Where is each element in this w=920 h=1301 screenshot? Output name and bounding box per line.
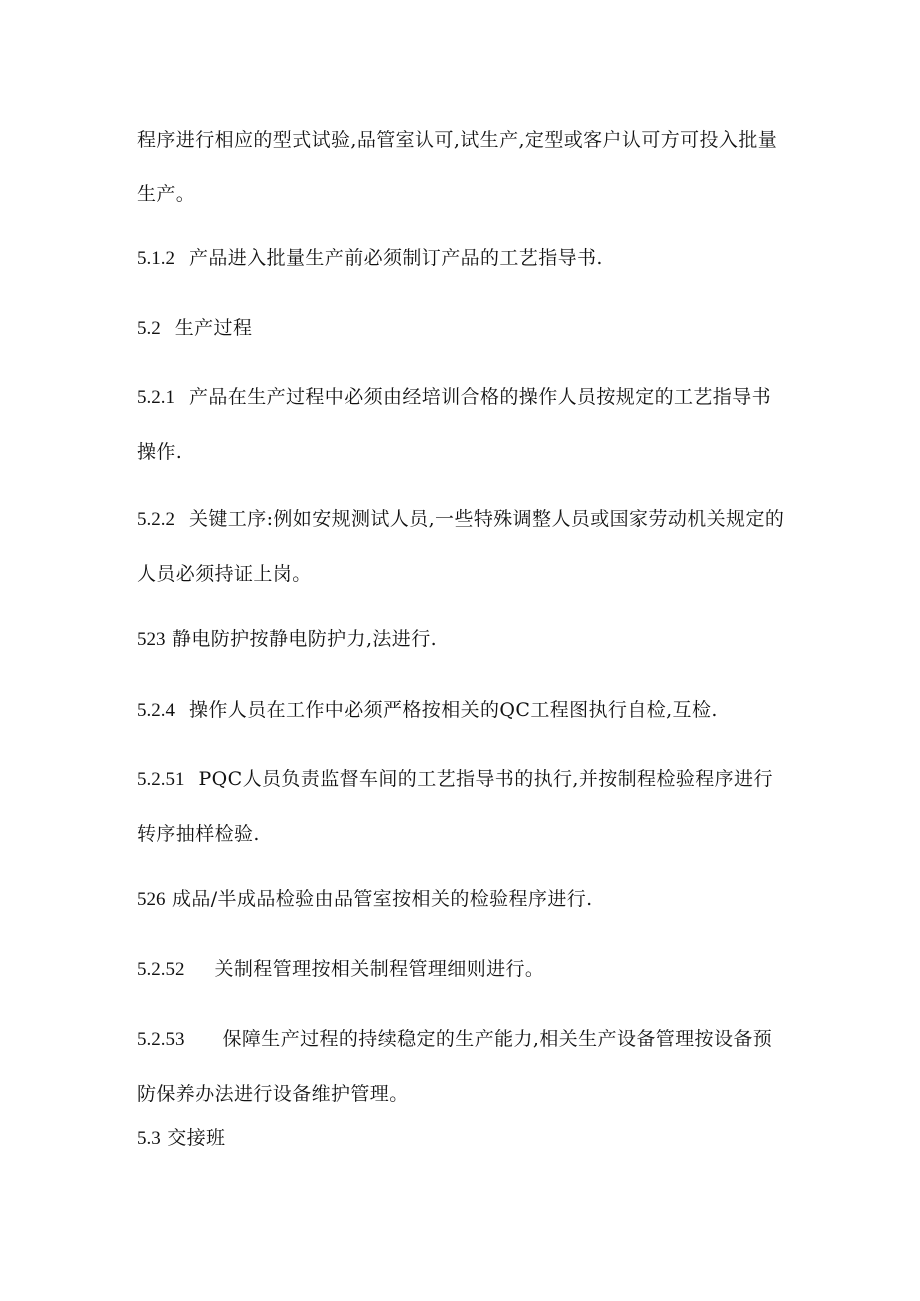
heading-5-2 xyxy=(137,301,787,356)
paragraph-5-1-2 xyxy=(137,231,787,286)
paragraph-text: 保障生产过程的持续稳定的生产能力,相关生产设备管理按设备预防保养办法进行设备维护管理。 xyxy=(137,1028,773,1105)
section-number: 5.2.53 xyxy=(137,1029,185,1050)
section-number: 5.3 xyxy=(137,1128,161,1149)
paragraph-523 xyxy=(137,612,787,667)
paragraph-text: PQC人员负责监督车间的工艺指导书的执行,并按制程检验程序进行转序抽样检验. xyxy=(137,768,773,845)
paragraph-5-2-53 xyxy=(137,1012,787,1121)
paragraph-526 xyxy=(137,872,787,927)
paragraph-type-test-approval xyxy=(137,113,787,221)
paragraph-text: 程序进行相应的型式试验,品管室认可,试生产,定型或客户认可方可投入批量生产。 xyxy=(137,129,778,205)
paragraph-text: 成品/半成品检验由品管室按相关的检验程序进行. xyxy=(171,888,593,910)
section-number: 5.2.2 xyxy=(137,509,175,530)
section-number: 5.2.1 xyxy=(137,387,175,408)
paragraph-text: 关键工序:例如安规测试人员,一些特殊调整人员或国家劳动机关规定的人员必须持证上岗。 xyxy=(137,508,785,585)
paragraph-text: 关制程管理按相关制程管理细则进行。 xyxy=(214,958,545,980)
section-number: 5.2 xyxy=(137,318,161,339)
paragraph-5-2-1 xyxy=(137,370,787,479)
paragraph-5-2-52 xyxy=(137,942,787,997)
paragraph-text: 操作人员在工作中必须严格按相关的QC工程图执行自检,互检. xyxy=(189,699,718,721)
section-heading: 交接班 xyxy=(167,1127,226,1149)
section-number: 526 xyxy=(137,889,166,910)
paragraph-text: 静电防护按静电防护力,法进行. xyxy=(171,628,438,650)
section-heading: 生产过程 xyxy=(174,317,253,339)
paragraph-5-2-51 xyxy=(137,752,787,861)
paragraph-text: 产品在生产过程中必须由经培训合格的操作人员按规定的工艺指导书操作. xyxy=(137,386,772,463)
section-number: 5.2.51 xyxy=(137,769,185,790)
section-number: 5.1.2 xyxy=(137,248,175,269)
section-number: 5.2.52 xyxy=(137,959,185,980)
section-number: 5.2.4 xyxy=(137,700,175,721)
paragraph-text: 产品进入批量生产前必须制订产品的工艺指导书. xyxy=(189,247,603,269)
paragraph-5-2-2 xyxy=(137,492,787,601)
heading-5-3 xyxy=(137,1111,787,1166)
section-number: 523 xyxy=(137,629,166,650)
paragraph-5-2-4 xyxy=(137,683,787,738)
